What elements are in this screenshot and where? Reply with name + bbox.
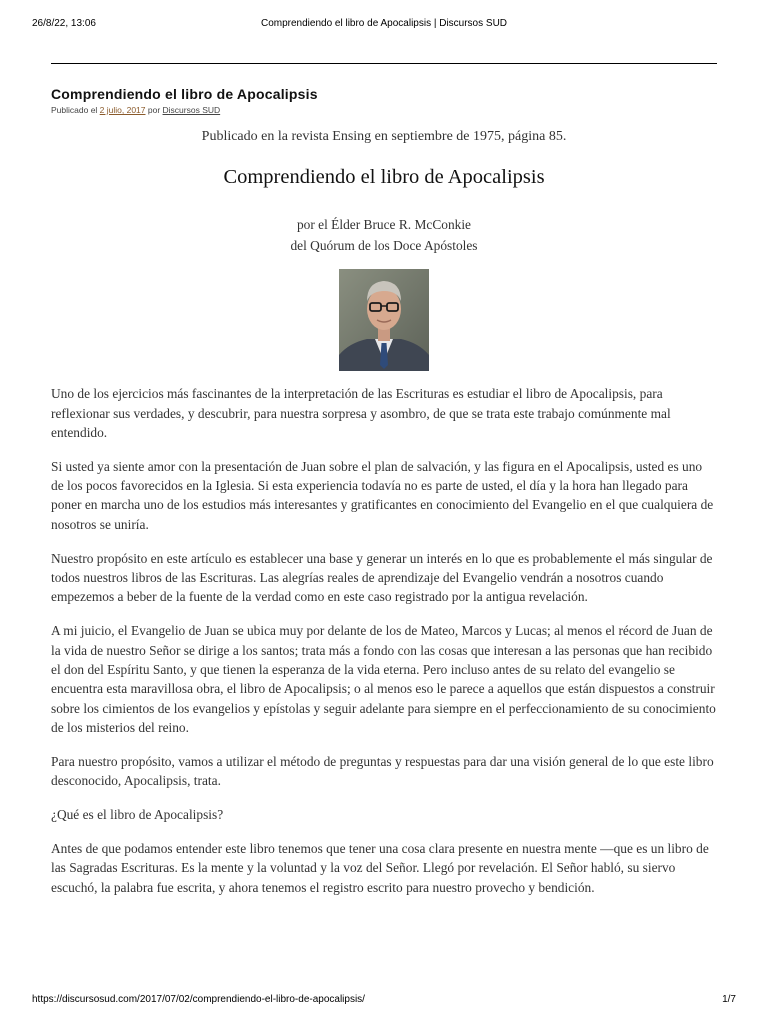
paragraph: A mi juicio, el Evangelio de Juan se ubica muy por delante de los de Mateo, Marcos y Lucas; al menos el récord de Juan de la vida de nuestro Señor se dirige a los santos; trata más a fondo con las cosas que interesan a las personas que han recibido el don del Espíritu Santo, y que tienen la esperanza de la vida eterna. Pero incluso antes de su relato del evangelio se encuentra esta maravillosa obra, el libro de Apocalipsis; o al menos eso le parece a aquellos que están dispuestos a construir sobre los cimientos de los evangelios y epístolas y seguir adelante para siempre en el perfeccionamiento de su conocimiento de los misterios del reino. bbox=[51, 623, 716, 735]
byline bbox=[51, 214, 717, 256]
paragraph: Nuestro propósito en este artículo es establecer una base y generar un interés en lo que es probablemente el más singular de todos nuestros libros de las Escrituras. Las alegrías reales de aprendizaje del Evangelio vendrán a nosotros cuando empezemos a beber de la fuente de la verdad como en este caso registrado por la antigua revelación. bbox=[51, 550, 713, 605]
paragraph: Antes de que podamos entender este libro tenemos que tener una cosa clara presente en nuestra mente —que es un libro de las Sagradas Escrituras. Es la mente y la voluntad y la voz del Señor. Llegó por revelación. El Señor habló, su siervo escuchó, la palabra fue escrita, y ahora tenemos el registro escrito para nuestro provecho y bendición. bbox=[51, 841, 709, 895]
article-content bbox=[51, 125, 717, 912]
byline-author: por el Élder Bruce R. McConkie bbox=[296, 217, 472, 233]
paragraph: Para nuestro propósito, vamos a utilizar el método de preguntas y respuestas para dar una visión general de lo que este libro desconocido, Apocalipsis, trata. bbox=[51, 753, 714, 789]
article-title: Comprendiendo el libro de Apocalipsis bbox=[223, 166, 545, 189]
magazine-note: Publicado en la revista Ensing en septiembre de 1975, página 85. bbox=[201, 129, 567, 144]
post-meta bbox=[51, 105, 220, 115]
page-number: 1/7 bbox=[722, 994, 736, 1005]
print-url: https://discursosud.com/2017/07/02/comprendiendo-el-libro-de-apocalipsis/ bbox=[32, 994, 365, 1005]
print-document-title: Comprendiendo el libro de Apocalipsis | Discursos SUD bbox=[260, 18, 508, 29]
post-meta-prefix: Publicado el bbox=[51, 105, 100, 115]
section-question: ¿Qué es el libro de Apocalipsis? bbox=[51, 807, 224, 823]
post-date-link[interactable]: 2 julio, 2017 bbox=[99, 105, 146, 115]
byline-role: del Quórum de los Doce Apóstoles bbox=[290, 238, 478, 254]
paragraph: Si usted ya siente amor con la presentación de Juan sobre el plan de salvación, y las figura en el Apocalipsis, usted es uno de los pocos favorecidos en la Iglesia. Si esta experiencia todavía no es parte de usted, el día y la hora han llegado para poner en marcha uno de los estudios más interesantes y gratificantes en conocimiento del Evangelio en el que cualquiera de nosotros se uniría. bbox=[51, 458, 714, 532]
paragraph: Uno de los ejercicios más fascinantes de la interpretación de las Escrituras es estudiar el libro de Apocalipsis, para reflexionar sus verdades, y descubrir, para nuestra sorpresa y asombro, de que se trata este trabajo comúnmente mal entendido. bbox=[51, 386, 671, 440]
post-title[interactable]: Comprendiendo el libro de Apocalipsis bbox=[51, 86, 318, 102]
print-date: 26/8/22, 13:06 bbox=[32, 18, 96, 29]
portrait-container bbox=[51, 269, 717, 371]
print-footer bbox=[32, 994, 736, 1005]
post-meta-by: por bbox=[145, 105, 163, 115]
print-header bbox=[32, 18, 736, 32]
post-author-link[interactable]: Discursos SUD bbox=[162, 105, 221, 115]
author-portrait bbox=[339, 269, 429, 371]
header-divider bbox=[51, 63, 717, 64]
